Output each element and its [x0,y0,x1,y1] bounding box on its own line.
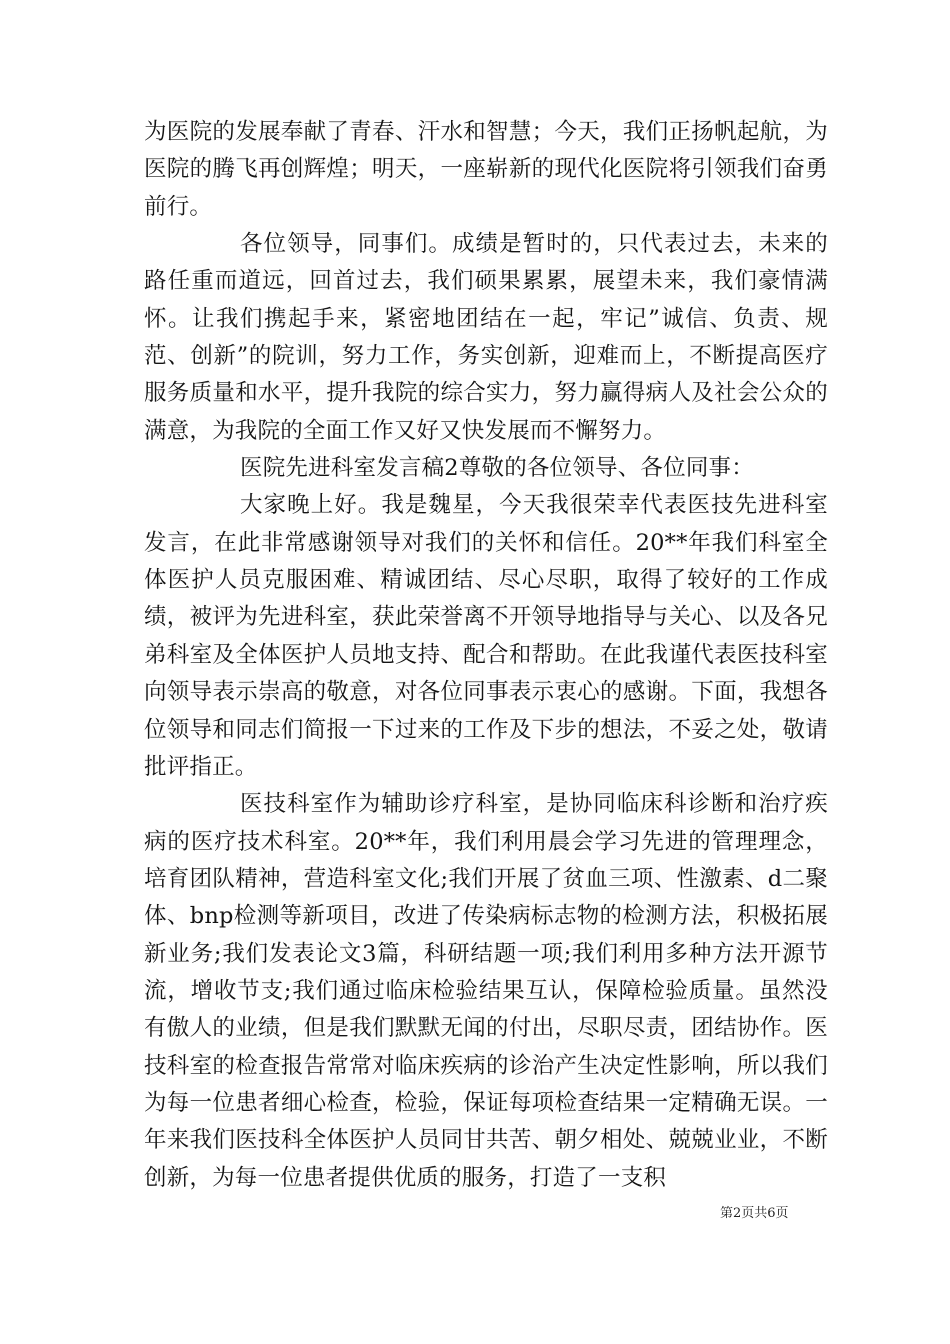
paragraph-5: 医技科室作为辅助诊疗科室，是协同临床科诊断和治疗疾病的医疗技术科室。20**年，我们利用晨会学习先进的管理理念，培育团队精神，营造科室文化;我们开展了贫血三项、性激素、d二聚体、bnp检测等新项目，改进了传染病标志物的检测方法，积极拓展新业务;我们发表论文3篇，科研结题一项;我们利用多种方法开源节流，增收节支;我们通过临床检验结果互认，保障检验质量。虽然没有傲人的业绩，但是我们默默无闻的付出，尽职尽责，团结协作。医技科室的检查报告常常对临床疾病的诊治产生决定性影响，所以我们为每一位患者细心检查，检验，保证每项检查结果一定精确无误。一年来我们医技科全体医护人员同甘共苦、朝夕相处、兢兢业业，不断创新，为每一位患者提供优质的服务，打造了一支积 [144,791,828,1191]
document-body [144,114,828,1197]
paragraph-2: 各位领导，同事们。成绩是暂时的，只代表过去，未来的路任重而道远，回首过去，我们硕果累累，展望未来，我们豪情满怀。让我们携起手来，紧密地团结在一起，牢记”诚信、负责、规范、创新”的院训，努力工作，务实创新，迎难而上，不断提高医疗服务质量和水平，提升我院的综合实力，努力赢得病人及社会公众的满意，为我院的全面工作又好又快发展而不懈努力。 [144,231,828,444]
paragraph-3: 医院先进科室发言稿2尊敬的各位领导、各位同事： [240,455,754,482]
page-number: 第2页共6页 [720,1206,789,1221]
paragraph-1: 为医院的发展奉献了青春、汗水和智慧；今天，我们正扬帆起航，为医院的腾飞再创辉煌；明天，一座崭新的现代化医院将引领我们奋勇前行。 [144,119,828,220]
paragraph-4: 大家晚上好。我是魏星，今天我很荣幸代表医技先进科室发言，在此非常感谢领导对我们的关怀和信任。20**年我们科室全体医护人员克服困难、精诚团结、尽心尽职，取得了较好的工作成绩，被评为先进科室，获此荣誉离不开领导地指导与关心、以及各兄弟科室及全体医护人员地支持、配合和帮助。在此我谨代表医技科室向领导表示崇高的敬意，对各位同事表示衷心的感谢。下面，我想各位领导和同志们简报一下过来的工作及下步的想法，不妥之处，敬请批评指正。 [144,492,828,780]
